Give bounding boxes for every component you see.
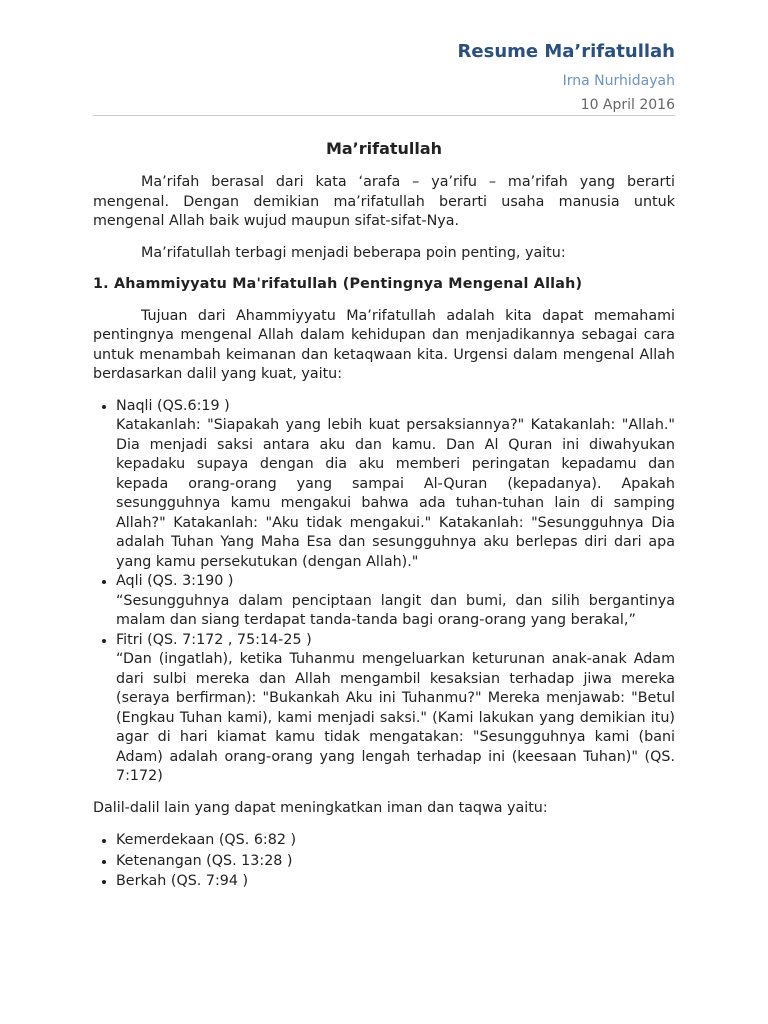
list-item bbox=[116, 572, 675, 631]
list-item: • Kemerdekaan (QS. 6:82 ) bbox=[116, 830, 675, 851]
author-name: Irna Nurhidayah bbox=[562, 73, 675, 89]
list-item-text: “Sesungguhnya dalam penciptaan langit dan bumi, dan silih bergantinya malam dan siang terdapat tanda-tanda bagi orang-orang yang berakal,” bbox=[116, 592, 675, 628]
document-date: 10 April 2016 bbox=[580, 97, 675, 113]
paragraph-purpose: Tujuan dari Ahammiyyatu Ma’rifatullah adalah kita dapat memahami pentingnya mengenal Allah dalam kehidupan dan menjadikannya sebagai cara untuk menambah keimanan dan ketaqwaan kita. Urgensi dalam mengenal Allah berdasarkan dalil yang kuat, yaitu: bbox=[93, 307, 675, 382]
list-item: • Ketenangan (QS. 13:28 ) bbox=[116, 851, 675, 872]
list-item bbox=[116, 631, 675, 787]
list-item-label: • Naqli (QS.6:19 ) bbox=[116, 397, 230, 414]
benefits-list bbox=[93, 830, 675, 892]
subsection-title: 1. Ahammiyyatu Ma'rifatullah (Pentingnya Mengenal Allah) bbox=[93, 276, 583, 292]
paragraph-other-dalil: Dalil-dalil lain yang dapat meningkatkan iman dan taqwa yaitu: bbox=[93, 799, 548, 816]
paragraph-definition: Ma’rifah berasal dari kata ‘arafa – ya’rifu – ma’rifah yang berarti mengenal. Dengan demikian ma’rifatullah berarti usaha manusia untuk mengenal Allah baik wujud maupun sifat-sifat-Nya. bbox=[93, 174, 675, 229]
list-item bbox=[116, 397, 675, 573]
list-item-text: “Dan (ingatlah), ketika Tuhanmu mengeluarkan keturunan anak-anak Adam dari sulbi mereka dan Allah mengambil kesaksian terhadap jiwa mereka (seraya berfirman): "Bukankah Aku ini Tuhanmu?" Mereka menjawab: "Betul (Engkau Tuhan kami), kami menjadi saksi." (Kami lakukan yang demikian itu) agar di hari kiamat kamu tidak mengatakan: "Sesungguhnya kami (bani Adam) adalah orang-orang yang lengah terhadap ini (keesaan Tuhan)" (QS. 7:172) bbox=[116, 651, 675, 784]
list-item-text: Katakanlah: "Siapakah yang lebih kuat persaksiannya?" Katakanlah: "Allah." Dia menjadi saksi antara aku dan kamu. Dan Al Quran ini diwahyukan kepadaku supaya dengan dia aku memberi peringatan kepadamu dan kepada orang-orang yang sampai Al-Quran (kepadanya). Apakah sesungguhnya kamu mengakui bahwa ada tuhan-tuhan lain di samping Allah?" Katakanlah: "Aku tidak mengakui." Katakanlah: "Sesungguhnya Dia adalah Tuhan Yang Maha Esa dan sesungguhnya aku berlepas diri dari apa yang kamu persekutukan (dengan Allah)." bbox=[116, 417, 675, 570]
document-header bbox=[93, 38, 675, 116]
list-item: • Berkah (QS. 7:94 ) bbox=[116, 871, 675, 892]
list-item-label: • Fitri (QS. 7:172 , 75:14-25 ) bbox=[116, 631, 312, 648]
paragraph-intro: Ma’rifatullah terbagi menjadi beberapa poin penting, yaitu: bbox=[141, 244, 566, 261]
document-title: Resume Ma’rifatullah bbox=[457, 41, 675, 62]
dalil-list bbox=[93, 397, 675, 787]
document-body bbox=[93, 138, 675, 904]
section-heading: Ma’rifatullah bbox=[325, 139, 443, 158]
header-divider bbox=[93, 115, 675, 116]
list-item-label: • Aqli (QS. 3:190 ) bbox=[116, 573, 234, 589]
